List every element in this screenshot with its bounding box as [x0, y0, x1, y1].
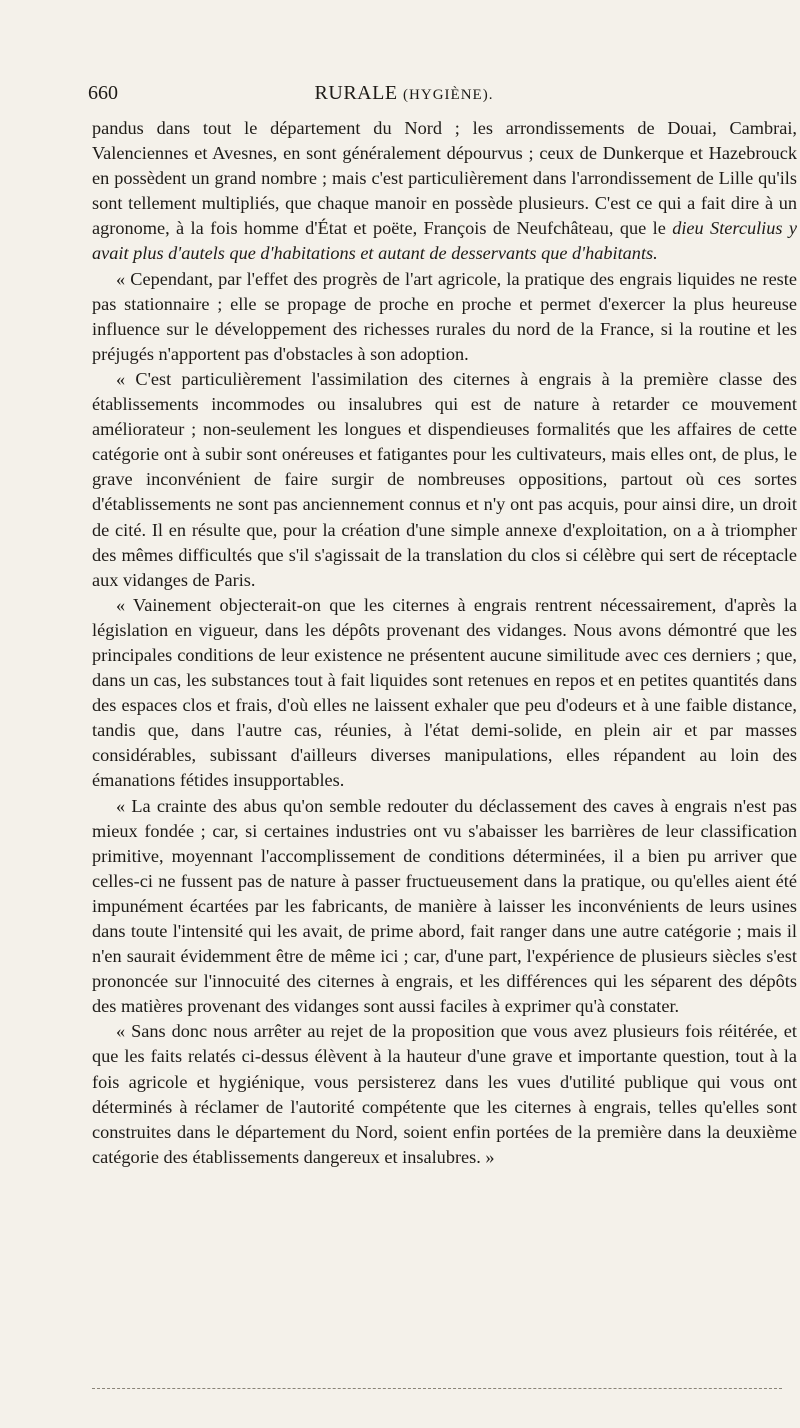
paragraph-4: « Vainement objecterait-on que les citernes à engrais rentrent nécessairement, d'après la législation en vigueur, dans les dépôts provenant des vidanges. Nous avons démontré que les principales conditions de leur existence ne présentent aucune similitude avec ces derniers ; que, dans un cas, les substances tout à fait liquides sont retenues en repos et en petites quantités dans des espaces clos et frais, d'où elles ne laissent exhaler que peu d'odeurs et à une faible distance, tandis que, dans l'autre cas, réunies, à l'état demi-solide, en plein air et par masses considérables, subissant d'ailleurs diverses manipulations, elles répandent au loin des émanations fétides insupportables.: [92, 594, 797, 791]
running-head: [88, 82, 720, 105]
paragraph-1: [92, 116, 797, 267]
paragraph-1-text: pandus dans tout le département du Nord ; les arrondissements de Douai, Cambrai, Valenciennes et Avesnes, en sont généralement dépourvus ; ceux de Dunkerque et Hazebrouck en possèdent un grand nombre ; mais c'est particulièrement dans l'arrondissement de Lille qu'ils sont tellement multipliés, que chaque manoir en possède plusieurs. C'est ce qui a fait dire à un agronome, à la fois homme d'État et poëte, François de Neufchâteau, que le: [92, 118, 797, 239]
running-title: RURALE: [314, 82, 398, 104]
body-text: [92, 116, 797, 1170]
paragraph-6: « Sans donc nous arrêter au rejet de la proposition que vous avez plusieurs fois réitérée, et que les faits relatés ci-dessus élèvent à la hauteur d'une grave et importante question, tout à la fois agricole et hygiénique, vous persisterez dans les vues d'utilité publique qui vous ont déterminés à réclamer de l'autorité compétente que les citernes à engrais, telles qu'elles sont construites dans le département du Nord, soient enfin portées de la première dans la deuxième catégorie des établissements dangereux et insalubres. »: [92, 1021, 797, 1167]
running-subtitle: (HYGIÈNE).: [403, 87, 494, 103]
paragraph-3: « C'est particulièrement l'assimilation des citernes à engrais à la première classe des établissements incommodes ou insalubres qui est de nature à retarder ce mouvement améliorateur ; non-seulement les longues et dispendieuses formalités que les affaires de cette catégorie ont à subir sont onéreuses et fatigantes pour les cultivateurs, mais elles ont, de plus, le grave inconvénient de faire surgir de nombreuses oppositions, partout où ces sortes d'établissements ne sont pas anciennement connus et n'y ont pas acquis, pour ainsi dire, un droit de cité. Il en résulte que, pour la création d'une simple annexe d'exploitation, on a à triompher des mêmes difficultés que s'il s'agissait de la translation du clos si célèbre qui sert de réceptacle aux vidanges de Paris.: [92, 368, 797, 590]
paragraph-1-italic: dieu Sterculius y avait plus d'autels que d'habitations et autant de desservants que d'habitants.: [92, 218, 797, 264]
page-header: [88, 82, 720, 110]
paragraph-5: « La crainte des abus qu'on semble redouter du déclassement des caves à engrais n'est pas mieux fondée ; car, si certaines industries ont vu s'abaisser les barrières de leur classification primitive, moyennant l'accomplissement de conditions déterminées, il a bien pu arriver que celles-ci ne fussent pas de nature à passer fructueusement dans la pratique, ou qu'elles aient été impunément écartées par les fabricants, de manière à laisser les inconvénients de leurs usines dans toute l'intensité qui les avait, de prime abord, fait ranger dans une autre catégorie ; mais il n'en saurait évidemment être de même ici ; car, d'une part, l'expérience de plusieurs siècles s'est prononcée sur l'innocuité des citernes à engrais, et les différences qui les séparent des dépôts des matières provenant des vidanges sont aussi faciles à exprimer qu'à constater.: [92, 795, 797, 1017]
page-number: 660: [88, 82, 118, 104]
footer-rule: [92, 1388, 782, 1389]
paragraph-2: « Cependant, par l'effet des progrès de l'art agricole, la pratique des engrais liquides ne reste pas stationnaire ; elle se propage de proche en proche et permet d'exercer la plus heureuse influence sur le développement des richesses rurales du nord de la France, si la routine et les préjugés n'apportent pas d'obstacles à son adoption.: [92, 268, 797, 364]
